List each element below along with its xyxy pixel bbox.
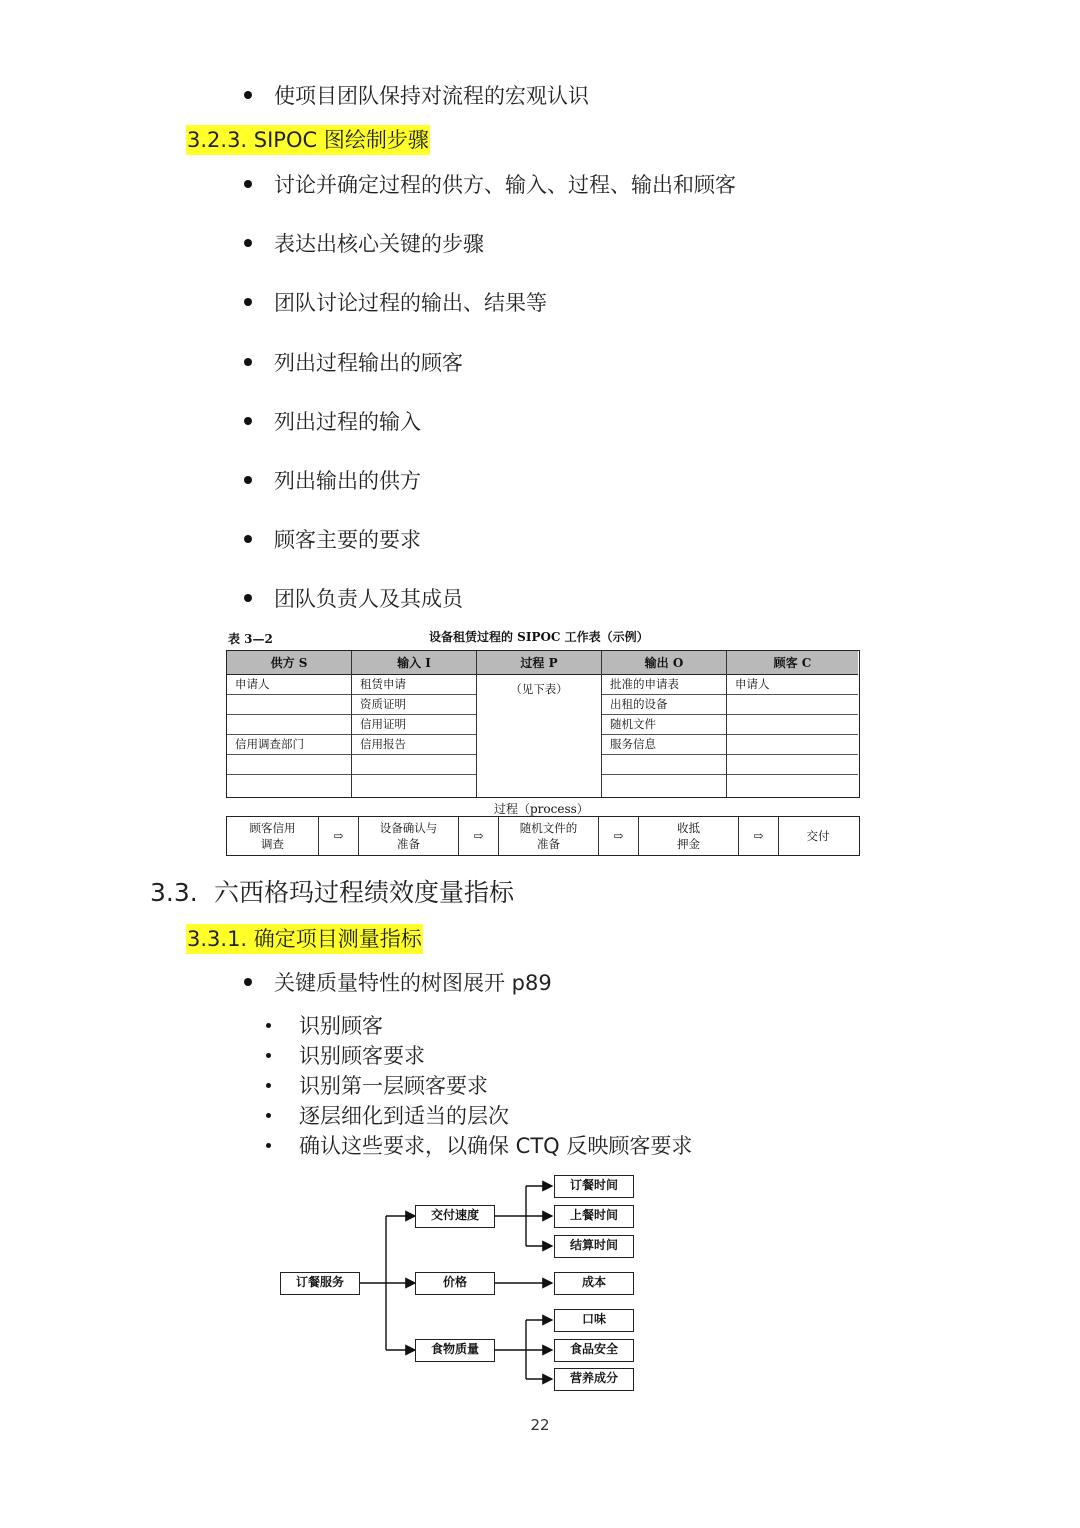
header-process: 过程 P [477, 651, 601, 675]
step-text: 列出输出的供方 [274, 469, 421, 493]
tree-level1-box: 交付速度 [415, 1205, 495, 1228]
input-cell: 信用报告 [352, 735, 476, 755]
tree-level2-box: 食品安全 [554, 1339, 634, 1362]
col-customers [727, 651, 858, 797]
tree-level2-box: 成本 [554, 1272, 634, 1295]
step-item [244, 408, 421, 436]
section-heading-3-2-3: 3.2.3. SIPOC 图绘制步骤 [186, 125, 430, 155]
tree-level2-box: 上餐时间 [554, 1205, 634, 1228]
output-cell [602, 755, 726, 775]
header-suppliers: 供方 S [227, 651, 351, 675]
sub-bullet-text: 识别顾客要求 [299, 1044, 425, 1068]
col-process [477, 651, 602, 797]
output-cell: 批准的申请表 [602, 675, 726, 695]
supplier-cell: 申请人 [227, 675, 351, 695]
tree-level1-box: 价格 [415, 1272, 495, 1295]
section-heading-3-3-1: 3.3.1. 确定项目测量指标 [186, 924, 423, 954]
process-note: （见下表） [510, 682, 568, 696]
ctq-tree-diagram [270, 1166, 650, 1396]
bullet-dot-icon [244, 476, 252, 484]
input-cell: 租赁申请 [352, 675, 476, 695]
customer-cell [727, 695, 858, 715]
tree-level2-box: 营养成分 [554, 1368, 634, 1391]
step-text: 表达出核心关键的步骤 [274, 232, 484, 257]
process-flow-row [226, 816, 860, 856]
step-item [244, 171, 736, 199]
sub-bullet-text: 逐层细化到适当的层次 [299, 1104, 509, 1128]
flow-step: 收抵 押金 [639, 817, 739, 855]
section-heading-3-3 [150, 876, 514, 910]
flow-step: 顾客信用 调查 [227, 817, 319, 855]
step-text: 列出过程的输入 [274, 409, 421, 434]
output-cell [602, 775, 726, 795]
tree-level2-box: 订餐时间 [554, 1175, 634, 1198]
supplier-cell [227, 695, 351, 715]
step-item [244, 585, 463, 613]
sipoc-table-figure [224, 626, 864, 862]
sub-bullet-item [266, 1042, 425, 1070]
input-cell [352, 775, 476, 795]
flow-arrow-icon: ⇨ [459, 817, 499, 855]
tree-level1-box: 食物质量 [415, 1339, 495, 1362]
supplier-cell [227, 715, 351, 735]
bullet-text: 关键质量特性的树图展开 p89 [274, 971, 552, 995]
flow-step: 随机文件的 准备 [499, 817, 599, 855]
step-item [244, 349, 463, 377]
bullet-dot-icon [244, 417, 252, 425]
sub-bullet-text: 确认这些要求，以确保 CTQ 反映顾客要求 [299, 1134, 693, 1158]
sub-bullet-item [266, 1102, 509, 1130]
bullet-item [244, 82, 589, 110]
sub-bullet-dot-icon [266, 1143, 271, 1148]
col-suppliers [227, 651, 352, 797]
supplier-cell: 信用调查部门 [227, 735, 351, 755]
tree-level2-box: 口味 [554, 1309, 634, 1332]
sipoc-grid [226, 650, 860, 798]
flow-arrow-icon: ⇨ [739, 817, 779, 855]
table-caption: 设备租赁过程的 SIPOC 工作表（示例） [429, 630, 649, 644]
bullet-dot-icon [244, 180, 252, 188]
supplier-cell [227, 775, 351, 795]
process-label: 过程（process） [494, 802, 589, 816]
step-item [244, 467, 421, 495]
bullet-dot-icon [244, 978, 252, 986]
output-cell: 服务信息 [602, 735, 726, 755]
header-inputs: 输入 I [352, 651, 476, 675]
sub-bullet-item [266, 1132, 692, 1160]
step-item [244, 526, 421, 554]
customer-cell [727, 755, 858, 775]
sub-bullet-item [266, 1072, 488, 1100]
flow-step: 设备确认与 准备 [359, 817, 459, 855]
bullet-dot-icon [244, 535, 252, 543]
step-text: 团队讨论过程的输出、结果等 [274, 291, 547, 316]
customer-cell [727, 775, 858, 795]
flow-step: 交付 [806, 829, 830, 843]
tree-level2-box: 结算时间 [554, 1235, 634, 1258]
heading-text: 六西格玛过程绩效度量指标 [214, 878, 515, 907]
output-cell: 出租的设备 [602, 695, 726, 715]
sub-bullet-text: 识别第一层顾客要求 [299, 1074, 488, 1098]
output-cell: 随机文件 [602, 715, 726, 735]
customer-cell [727, 715, 858, 735]
col-outputs [602, 651, 727, 797]
heading-number: 3.3. [150, 878, 198, 907]
bullet-item [244, 969, 552, 997]
input-cell: 资质证明 [352, 695, 476, 715]
sub-bullet-item [266, 1012, 383, 1040]
sub-bullet-dot-icon [266, 1053, 271, 1058]
flow-arrow-icon: ⇨ [599, 817, 639, 855]
bullet-dot-icon [244, 594, 252, 602]
col-inputs [352, 651, 477, 797]
sub-bullet-dot-icon [266, 1023, 271, 1028]
tree-root-box: 订餐服务 [280, 1272, 360, 1295]
step-item [244, 230, 484, 258]
header-customers: 顾客 C [727, 651, 858, 675]
step-text: 团队负责人及其成员 [274, 587, 463, 612]
step-item [244, 289, 547, 317]
sub-bullet-text: 识别顾客 [299, 1014, 383, 1038]
step-text: 讨论并确定过程的供方、输入、过程、输出和顾客 [274, 173, 736, 197]
header-outputs: 输出 O [602, 651, 726, 675]
input-cell: 信用证明 [352, 715, 476, 735]
customer-cell [727, 735, 858, 755]
step-text: 顾客主要的要求 [274, 528, 421, 553]
bullet-dot-icon [244, 358, 252, 366]
bullet-dot-icon [244, 239, 252, 247]
sub-bullet-dot-icon [266, 1113, 271, 1118]
bullet-text: 使项目团队保持对流程的宏观认识 [274, 84, 589, 108]
page-number: 22 [530, 1416, 550, 1434]
supplier-cell [227, 755, 351, 775]
input-cell [352, 755, 476, 775]
bullet-dot-icon [244, 298, 252, 306]
sub-bullet-dot-icon [266, 1083, 271, 1088]
bullet-dot-icon [244, 91, 252, 99]
step-text: 列出过程输出的顾客 [274, 350, 463, 375]
table-number: 表 3—2 [228, 632, 273, 646]
flow-arrow-icon: ⇨ [319, 817, 359, 855]
customer-cell: 申请人 [727, 675, 858, 695]
